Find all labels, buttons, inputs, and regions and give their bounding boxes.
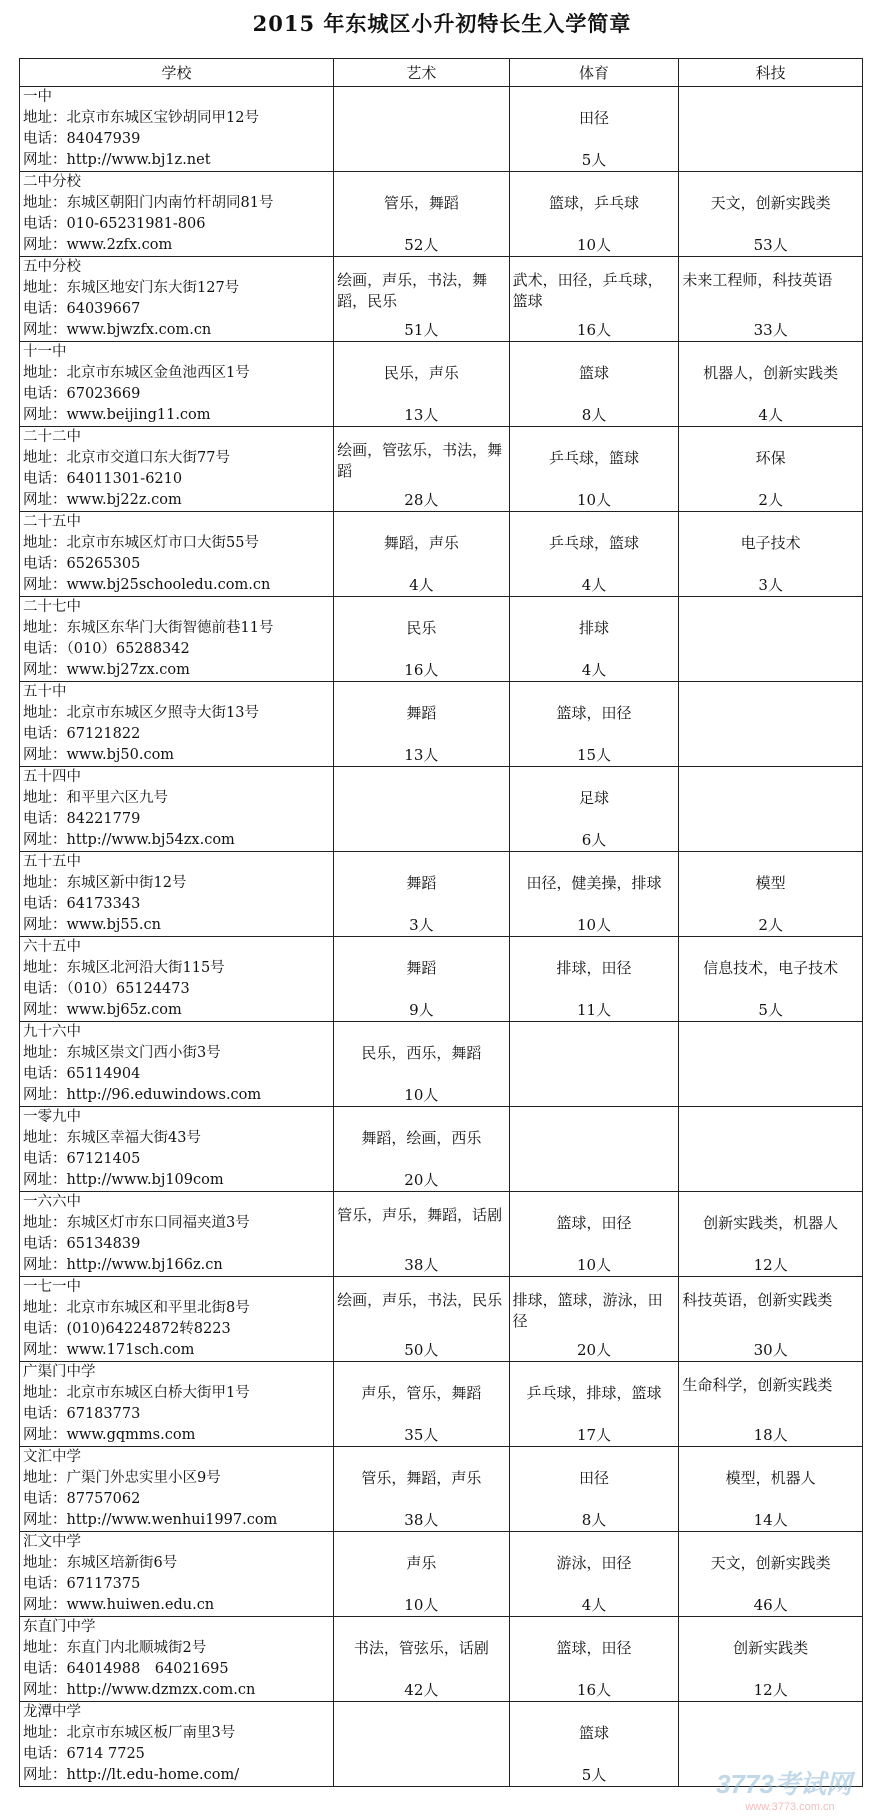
- sport-cell: [509, 1617, 679, 1702]
- art-cell: [334, 1022, 510, 1107]
- table-row: [20, 767, 863, 852]
- school-address: 地址：北京市东城区灯市口大街55号: [23, 535, 259, 551]
- school-phone: 电话：67121822: [23, 726, 141, 742]
- school-info-cell: [20, 427, 334, 512]
- school-website: 网址：www.bj27zx.com: [23, 662, 190, 678]
- tech-cell: [679, 767, 863, 852]
- art-quota: 9人: [409, 1001, 434, 1019]
- sport-cell: [509, 1277, 679, 1362]
- art-programs: 民乐，声乐: [383, 364, 459, 382]
- tech-quota: 3人: [758, 576, 783, 594]
- sport-cell: [509, 1532, 679, 1617]
- art-quota: 35人: [404, 1426, 439, 1444]
- art-quota: 16人: [404, 661, 439, 679]
- school-info-cell: [20, 767, 334, 852]
- art-cell: [334, 1277, 510, 1362]
- art-quota: 42人: [404, 1681, 439, 1699]
- art-cell: [334, 597, 510, 682]
- sport-quota: 5人: [581, 151, 607, 169]
- art-programs: 舞蹈，绘画，西乐: [361, 1129, 482, 1147]
- school-phone: 电话：64039667: [23, 301, 141, 317]
- sport-programs: 武术，田径，乒乓球，篮球: [512, 271, 663, 310]
- art-programs: 绘画，管弦乐，书法，舞蹈: [337, 441, 503, 480]
- art-cell: [334, 257, 510, 342]
- watermark-brand: 3773考试网: [716, 1769, 852, 1799]
- tech-cell: [679, 87, 863, 172]
- school-name: 二中分校: [23, 174, 81, 190]
- school-info-cell: [20, 1447, 334, 1532]
- school-info-cell: [20, 1702, 334, 1787]
- sport-cell: [509, 597, 679, 682]
- tech-quota: 12人: [753, 1256, 788, 1274]
- school-website: 网址：http://www.bj54zx.com: [23, 832, 235, 848]
- table-row: [20, 1617, 863, 1702]
- school-address: 地址：东城区地安门东大街127号: [23, 280, 240, 296]
- school-name: 六十五中: [23, 939, 81, 955]
- sport-cell: [509, 172, 679, 257]
- school-info-cell: [20, 682, 334, 767]
- art-programs: 舞蹈，声乐: [383, 534, 459, 552]
- sport-cell: [509, 1702, 679, 1787]
- school-address: 地址：北京市东城区白桥大街甲1号: [23, 1385, 250, 1401]
- tech-programs: 创新实践类，机器人: [703, 1214, 839, 1232]
- school-name: 二十五中: [23, 514, 81, 530]
- tech-programs: 模型，机器人: [725, 1469, 816, 1487]
- sport-programs: 田径，健美操，排球: [526, 874, 662, 892]
- art-programs: 管乐，声乐，舞蹈，话剧: [337, 1206, 503, 1224]
- art-quota: 4人: [409, 576, 434, 594]
- school-website: 网址：www.2zfx.com: [23, 237, 173, 253]
- header-row: [20, 59, 863, 87]
- header-tech: 科技: [679, 59, 863, 87]
- site-watermark: [704, 1763, 864, 1815]
- sport-programs: 乒乓球，篮球: [548, 534, 639, 552]
- tech-programs: 模型: [755, 874, 786, 892]
- art-programs: 民乐，西乐，舞蹈: [361, 1044, 482, 1062]
- tech-cell: [679, 512, 863, 597]
- header-art: 艺术: [334, 59, 510, 87]
- school-name: 五十四中: [23, 769, 81, 785]
- sport-quota: 10人: [576, 916, 612, 934]
- school-website: 网址：http://lt.edu-home.com/: [23, 1767, 240, 1783]
- tech-programs: 生命科学，创新实践类: [682, 1376, 833, 1394]
- table-row: [20, 1277, 863, 1362]
- sport-cell: [509, 1022, 679, 1107]
- school-name: 一六六中: [23, 1194, 81, 1210]
- school-info-cell: [20, 1277, 334, 1362]
- school-info-cell: [20, 342, 334, 427]
- school-info-cell: [20, 1107, 334, 1192]
- table-row: [20, 172, 863, 257]
- school-phone: 电话：64173343: [23, 896, 141, 912]
- sport-programs: 篮球，田径: [556, 1214, 632, 1232]
- tech-programs: 环保: [755, 449, 786, 467]
- school-info-cell: [20, 87, 334, 172]
- header-sport: 体育: [509, 59, 679, 87]
- art-quota: 51人: [404, 321, 439, 339]
- school-phone: 电话：67183773: [23, 1406, 141, 1422]
- school-phone: 电话：84221779: [23, 811, 141, 827]
- school-name: 龙潭中学: [23, 1704, 81, 1720]
- tech-quota: 2人: [758, 491, 783, 509]
- art-cell: [334, 852, 510, 937]
- art-programs: 舞蹈: [406, 874, 437, 892]
- school-info-cell: [20, 512, 334, 597]
- sport-programs: 排球，田径: [556, 959, 632, 977]
- art-cell: [334, 1702, 510, 1787]
- tech-quota: 4人: [758, 406, 783, 424]
- sport-quota: 6人: [581, 831, 607, 849]
- school-website: 网址：www.bj25schooledu.com.cn: [23, 577, 271, 593]
- sport-programs: 游泳，田径: [556, 1554, 632, 1572]
- sport-cell: [509, 257, 679, 342]
- school-address: 地址：北京市东城区宝钞胡同甲12号: [23, 110, 259, 126]
- art-programs: 绘画，声乐，书法，舞蹈，民乐: [337, 271, 488, 310]
- school-phone: 电话：67121405: [23, 1151, 141, 1167]
- school-name: 十一中: [23, 344, 67, 360]
- school-website: 网址：http://www.dzmzx.com.cn: [23, 1682, 256, 1698]
- school-address: 地址：东城区崇文门西小街3号: [23, 1045, 221, 1061]
- school-info-cell: [20, 1192, 334, 1277]
- tech-cell: [679, 1447, 863, 1532]
- art-cell: [334, 1617, 510, 1702]
- sport-programs: 篮球，乒乓球: [548, 194, 639, 212]
- tech-cell: [679, 1022, 863, 1107]
- school-website: 网址：http://www.bj166z.cn: [23, 1257, 223, 1273]
- tech-cell: [679, 1277, 863, 1362]
- art-programs: 民乐: [406, 619, 437, 637]
- page-title: 2015 年东城区小升初特长生入学简章: [252, 11, 632, 36]
- sport-programs: 篮球，田径: [556, 704, 632, 722]
- tech-cell: [679, 937, 863, 1022]
- school-address: 地址：东城区灯市东口同福夹道3号: [23, 1215, 250, 1231]
- school-name: 九十六中: [23, 1024, 81, 1040]
- tech-quota: 14人: [753, 1511, 788, 1529]
- sport-cell: [509, 1107, 679, 1192]
- sport-quota: 15人: [576, 746, 612, 764]
- art-quota: 28人: [404, 491, 439, 509]
- school-address: 地址：东城区培新街6号: [23, 1555, 178, 1571]
- sport-quota: 5人: [581, 1766, 607, 1784]
- school-info-cell: [20, 172, 334, 257]
- table-row: [20, 1107, 863, 1192]
- school-address: 地址：东直门内北顺城街2号: [23, 1640, 207, 1656]
- school-name: 一零九中: [23, 1109, 81, 1125]
- school-website: 网址：www.beijing11.com: [23, 407, 211, 423]
- table-row: [20, 257, 863, 342]
- art-programs: 绘画，声乐，书法，民乐: [337, 1291, 503, 1309]
- sport-cell: [509, 1192, 679, 1277]
- tech-cell: [679, 257, 863, 342]
- table-row: [20, 1447, 863, 1532]
- table-row: [20, 1532, 863, 1617]
- sport-quota: 4人: [581, 661, 607, 679]
- sport-quota: 20人: [576, 1341, 612, 1359]
- school-website: 网址：www.bj65z.com: [23, 1002, 182, 1018]
- school-info-cell: [20, 1617, 334, 1702]
- tech-programs: 机器人，创新实践类: [703, 364, 839, 382]
- table-row: [20, 597, 863, 682]
- school-info-cell: [20, 1532, 334, 1617]
- art-cell: [334, 1192, 510, 1277]
- art-quota: 38人: [404, 1256, 439, 1274]
- tech-programs: 未来工程师，科技英语: [682, 271, 833, 289]
- art-cell: [334, 427, 510, 512]
- table-row: [20, 342, 863, 427]
- school-phone: 电话：65114904: [23, 1066, 141, 1082]
- sport-cell: [509, 427, 679, 512]
- art-programs: 管乐，舞蹈: [383, 194, 459, 212]
- tech-cell: [679, 852, 863, 937]
- art-programs: 声乐: [406, 1554, 437, 1572]
- sport-quota: 10人: [576, 1256, 612, 1274]
- school-website: 网址：http://96.eduwindows.com: [23, 1087, 262, 1103]
- art-programs: 舞蹈: [406, 959, 437, 977]
- admissions-table: [19, 58, 863, 1787]
- art-quota: 10人: [404, 1086, 439, 1104]
- tech-cell: [679, 597, 863, 682]
- school-info-cell: [20, 1362, 334, 1447]
- school-website: 网址：http://www.bj1z.net: [23, 152, 211, 168]
- header-school: 学校: [20, 59, 334, 87]
- school-address: 地址：东城区新中街12号: [23, 875, 187, 891]
- school-phone: 电话：010-65231981-806: [23, 216, 206, 232]
- sport-quota: 16人: [576, 321, 612, 339]
- sport-cell: [509, 87, 679, 172]
- sport-cell: [509, 1362, 679, 1447]
- sport-quota: 11人: [576, 1001, 612, 1019]
- art-cell: [334, 767, 510, 852]
- school-info-cell: [20, 257, 334, 342]
- sport-programs: 田径: [578, 1469, 609, 1487]
- sport-programs: 排球，篮球，游泳，田径: [512, 1291, 663, 1330]
- school-phone: 电话：67117375: [23, 1576, 141, 1592]
- art-programs: 舞蹈: [406, 704, 437, 722]
- tech-cell: [679, 342, 863, 427]
- tech-programs: 科技英语，创新实践类: [682, 1291, 833, 1309]
- sport-quota: 4人: [581, 576, 607, 594]
- art-cell: [334, 87, 510, 172]
- watermark-url: www.3773.com.cn: [745, 1801, 835, 1813]
- school-address: 地址：北京市东城区夕照寺大街13号: [23, 705, 259, 721]
- art-programs: 管乐，舞蹈，声乐: [361, 1469, 482, 1487]
- school-phone: 电话：（010）65288342: [23, 641, 190, 657]
- table-row: [20, 937, 863, 1022]
- school-name: 一七一中: [23, 1279, 81, 1295]
- school-name: 东直门中学: [23, 1619, 96, 1635]
- school-name: 五十中: [23, 684, 67, 700]
- art-quota: 3人: [409, 916, 434, 934]
- tech-quota: 2人: [758, 916, 783, 934]
- school-phone: 电话：65134839: [23, 1236, 141, 1252]
- school-name: 文汇中学: [23, 1449, 81, 1465]
- school-address: 地址：东城区东华门大街智德前巷11号: [23, 620, 274, 636]
- tech-programs: 天文，创新实践类: [710, 194, 831, 212]
- sport-programs: 田径: [578, 109, 609, 127]
- art-cell: [334, 682, 510, 767]
- school-info-cell: [20, 597, 334, 682]
- tech-quota: 33人: [753, 321, 788, 339]
- tech-programs: 创新实践类: [733, 1639, 809, 1657]
- school-website: 网址：www.bj22z.com: [23, 492, 182, 508]
- school-name: 汇文中学: [23, 1534, 81, 1550]
- tech-quota: 5人: [758, 1001, 783, 1019]
- school-name: 一中: [23, 89, 52, 105]
- sport-cell: [509, 1447, 679, 1532]
- tech-quota: 53人: [753, 236, 788, 254]
- sport-quota: 4人: [581, 1596, 607, 1614]
- school-address: 地址：北京市交道口东大街77号: [23, 450, 230, 466]
- art-cell: [334, 172, 510, 257]
- school-website: 网址：http://www.bj109com: [23, 1172, 224, 1188]
- tech-quota: 30人: [753, 1341, 788, 1359]
- school-phone: 电话：65265305: [23, 556, 141, 572]
- sport-cell: [509, 512, 679, 597]
- school-name: 广渠门中学: [23, 1364, 96, 1380]
- school-address: 地址：东城区北河沿大街115号: [23, 960, 225, 976]
- school-website: 网址：www.gqmms.com: [23, 1427, 196, 1443]
- art-cell: [334, 1362, 510, 1447]
- school-info-cell: [20, 852, 334, 937]
- table-row: [20, 87, 863, 172]
- art-quota: 50人: [404, 1341, 439, 1359]
- school-website: 网址：www.huiwen.edu.cn: [23, 1597, 215, 1613]
- table-row: [20, 427, 863, 512]
- sport-programs: 足球: [578, 789, 609, 807]
- school-website: 网址：www.bj50.com: [23, 747, 175, 763]
- school-phone: 电话：64011301-6210: [23, 471, 183, 487]
- school-address: 地址：东城区幸福大街43号: [23, 1130, 201, 1146]
- sport-quota: 8人: [581, 406, 607, 424]
- school-phone: 电话：6714 7725: [23, 1746, 145, 1762]
- table-row: [20, 1362, 863, 1447]
- art-quota: 38人: [404, 1511, 439, 1529]
- sport-cell: [509, 852, 679, 937]
- art-cell: [334, 1447, 510, 1532]
- sport-cell: [509, 937, 679, 1022]
- school-phone: 电话：67023669: [23, 386, 141, 402]
- sport-programs: 排球: [578, 619, 609, 637]
- tech-cell: [679, 427, 863, 512]
- tech-programs: 天文，创新实践类: [710, 1554, 831, 1572]
- art-quota: 13人: [404, 746, 439, 764]
- table-row: [20, 682, 863, 767]
- tech-programs: 电子技术: [740, 534, 801, 552]
- school-address: 地址：北京市东城区板厂南里3号: [23, 1725, 236, 1741]
- sport-quota: 8人: [581, 1511, 607, 1529]
- school-address: 地址：北京市东城区和平里北街8号: [23, 1300, 250, 1316]
- table-row: [20, 512, 863, 597]
- art-quota: 52人: [404, 236, 439, 254]
- sport-programs: 乒乓球，篮球: [548, 449, 639, 467]
- tech-cell: [679, 682, 863, 767]
- tech-quota: 46人: [753, 1596, 788, 1614]
- sport-cell: [509, 682, 679, 767]
- art-cell: [334, 342, 510, 427]
- school-info-cell: [20, 937, 334, 1022]
- sport-quota: 16人: [576, 1681, 612, 1699]
- sport-programs: 篮球，田径: [556, 1639, 632, 1657]
- tech-cell: [679, 1362, 863, 1447]
- sport-quota: 17人: [576, 1426, 612, 1444]
- art-programs: 书法，管弦乐，话剧: [353, 1639, 489, 1657]
- school-name: 二十二中: [23, 429, 81, 445]
- school-website: 网址：www.bj55.cn: [23, 917, 161, 933]
- tech-cell: [679, 1617, 863, 1702]
- tech-quota: 18人: [753, 1426, 788, 1444]
- school-name: 五十五中: [23, 854, 81, 870]
- school-phone: 电话：64014988 64021695: [23, 1661, 229, 1677]
- art-cell: [334, 1532, 510, 1617]
- school-address: 地址：北京市东城区金鱼池西区1号: [23, 365, 250, 381]
- sport-quota: 10人: [576, 236, 612, 254]
- sport-quota: 10人: [576, 491, 612, 509]
- school-info-cell: [20, 1022, 334, 1107]
- school-name: 二十七中: [23, 599, 81, 615]
- tech-cell: [679, 1192, 863, 1277]
- table-row: [20, 1192, 863, 1277]
- tech-cell: [679, 172, 863, 257]
- tech-cell: [679, 1107, 863, 1192]
- art-cell: [334, 1107, 510, 1192]
- school-address: 地址：和平里六区九号: [23, 790, 168, 806]
- art-cell: [334, 937, 510, 1022]
- tech-quota: 12人: [753, 1681, 788, 1699]
- school-phone: 电话：(010)64224872转8223: [23, 1321, 231, 1337]
- school-name: 五中分校: [23, 259, 81, 275]
- tech-cell: [679, 1532, 863, 1617]
- school-address: 地址：广渠门外忠实里小区9号: [23, 1470, 221, 1486]
- school-website: 网址：www.171sch.com: [23, 1342, 195, 1358]
- school-phone: 电话：87757062: [23, 1491, 141, 1507]
- school-address: 地址：东城区朝阳门内南竹杆胡同81号: [23, 195, 274, 211]
- table-row: [20, 852, 863, 937]
- table-row: [20, 1022, 863, 1107]
- sport-programs: 篮球: [578, 364, 609, 382]
- school-phone: 电话：（010）65124473: [23, 981, 190, 997]
- sport-cell: [509, 342, 679, 427]
- art-quota: 13人: [404, 406, 439, 424]
- sport-programs: 篮球: [578, 1724, 609, 1742]
- art-programs: 声乐，管乐，舞蹈: [361, 1384, 482, 1402]
- sport-cell: [509, 767, 679, 852]
- sport-programs: 乒乓球，排球，篮球: [526, 1384, 662, 1402]
- art-cell: [334, 512, 510, 597]
- school-phone: 电话：84047939: [23, 131, 141, 147]
- art-quota: 20人: [404, 1171, 439, 1189]
- school-website: 网址：www.bjwzfx.com.cn: [23, 322, 212, 338]
- art-quota: 10人: [404, 1596, 439, 1614]
- tech-programs: 信息技术，电子技术: [703, 959, 839, 977]
- school-website: 网址：http://www.wenhui1997.com: [23, 1512, 278, 1528]
